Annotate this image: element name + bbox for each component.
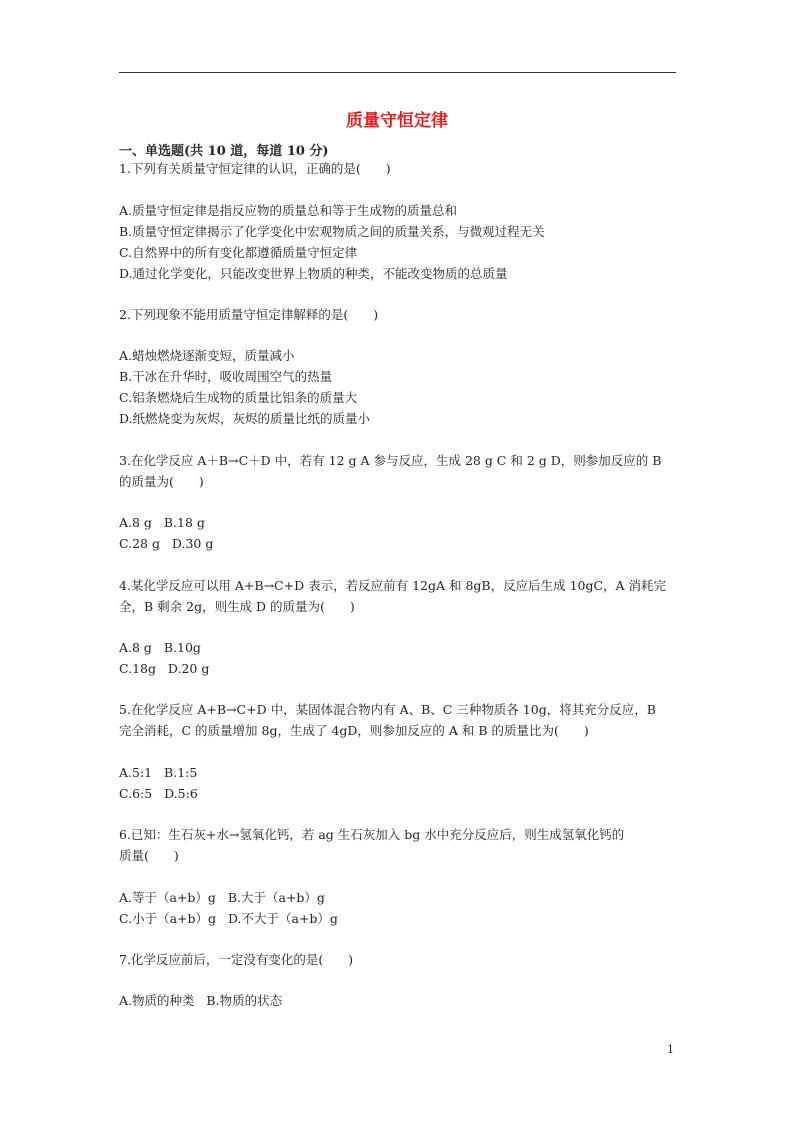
question-1-option-d: D.通过化学变化，只能改变世界上物质的种类，不能改变物质的总质量 xyxy=(119,266,508,281)
question-4-stem-line-2: 全，B 剩余 2g，则生成 D 的质量为( ) xyxy=(119,599,355,614)
question-2-option-b: B.干冰在升华时，吸收周围空气的热量 xyxy=(119,369,333,384)
question-3-stem-line-1: 3.在化学反应 A＋B→C＋D 中，若有 12 g A 参与反应，生成 28 g C 和 2 g D，则参加反应的 B xyxy=(119,453,662,468)
question-1-stem: 1.下列有关质量守恒定律的认识，正确的是( ) xyxy=(119,161,391,176)
question-1-option-a: A.质量守恒定律是指反应物的质量总和等于生成物的质量总和 xyxy=(119,203,458,218)
question-5-options-row-1: A.5:1 B.1:5 xyxy=(119,765,198,780)
question-6-options-row-1: A.等于（a+b）g B.大于（a+b）g xyxy=(119,890,325,905)
question-2-stem: 2.下列现象不能用质量守恒定律解释的是( ) xyxy=(119,307,379,322)
question-7-stem: 7.化学反应前后，一定没有变化的是( ) xyxy=(119,952,354,967)
question-5-options-row-2: C.6:5 D.5:6 xyxy=(119,786,198,801)
question-2-option-a: A.蜡烛燃烧逐渐变短，质量减小 xyxy=(119,348,295,363)
header-rule xyxy=(119,72,676,73)
question-5-stem-line-1: 5.在化学反应 A+B→C+D 中，某固体混合物内有 A、B、C 三种物质各 10g，将其充分反应，B xyxy=(119,702,656,717)
section-heading: 一、单选题(共 10 道，每道 10 分) xyxy=(119,144,329,159)
question-1-option-b: B.质量守恒定律揭示了化学变化中宏观物质之间的质量关系，与微观过程无关 xyxy=(119,224,545,239)
question-1-option-c: C.自然界中的所有变化都遵循质量守恒定律 xyxy=(119,245,358,260)
question-6-options-row-2: C.小于（a+b）g D.不大于（a+b）g xyxy=(119,911,338,926)
question-2-option-d: D.纸燃烧变为灰烬，灰烬的质量比纸的质量小 xyxy=(119,411,371,426)
question-2-option-c: C.铝条燃烧后生成物的质量比铝条的质量大 xyxy=(119,390,358,405)
page-title: 质量守恒定律 xyxy=(346,111,448,131)
page-number: 1 xyxy=(667,1043,674,1056)
question-4-options-row-2: C.18g D.20 g xyxy=(119,661,210,676)
question-6-stem-line-2: 质量( ) xyxy=(119,848,179,863)
question-3-options-row-1: A.8 g B.18 g xyxy=(119,515,205,530)
question-3-stem-line-2: 的质量为( ) xyxy=(119,474,204,489)
question-3-options-row-2: C.28 g D.30 g xyxy=(119,536,214,551)
question-4-stem-line-1: 4.某化学反应可以用 A+B→C+D 表示，若反应前有 12gA 和 8gB，反应后生成 10gC，A 消耗完 xyxy=(119,578,667,593)
question-4-options-row-1: A.8 g B.10g xyxy=(119,640,201,655)
question-6-stem-line-1: 6.已知：生石灰+水→氢氧化钙，若 ag 生石灰加入 bg 水中充分反应后，则生成氢氧化钙的 xyxy=(119,827,625,842)
question-7-options-row-1: A.物质的种类 B.物质的状态 xyxy=(119,993,283,1008)
question-5-stem-line-2: 完全消耗，C 的质量增加 8g，生成了 4gD，则参加反应的 A 和 B 的质量比为( ) xyxy=(119,723,589,738)
